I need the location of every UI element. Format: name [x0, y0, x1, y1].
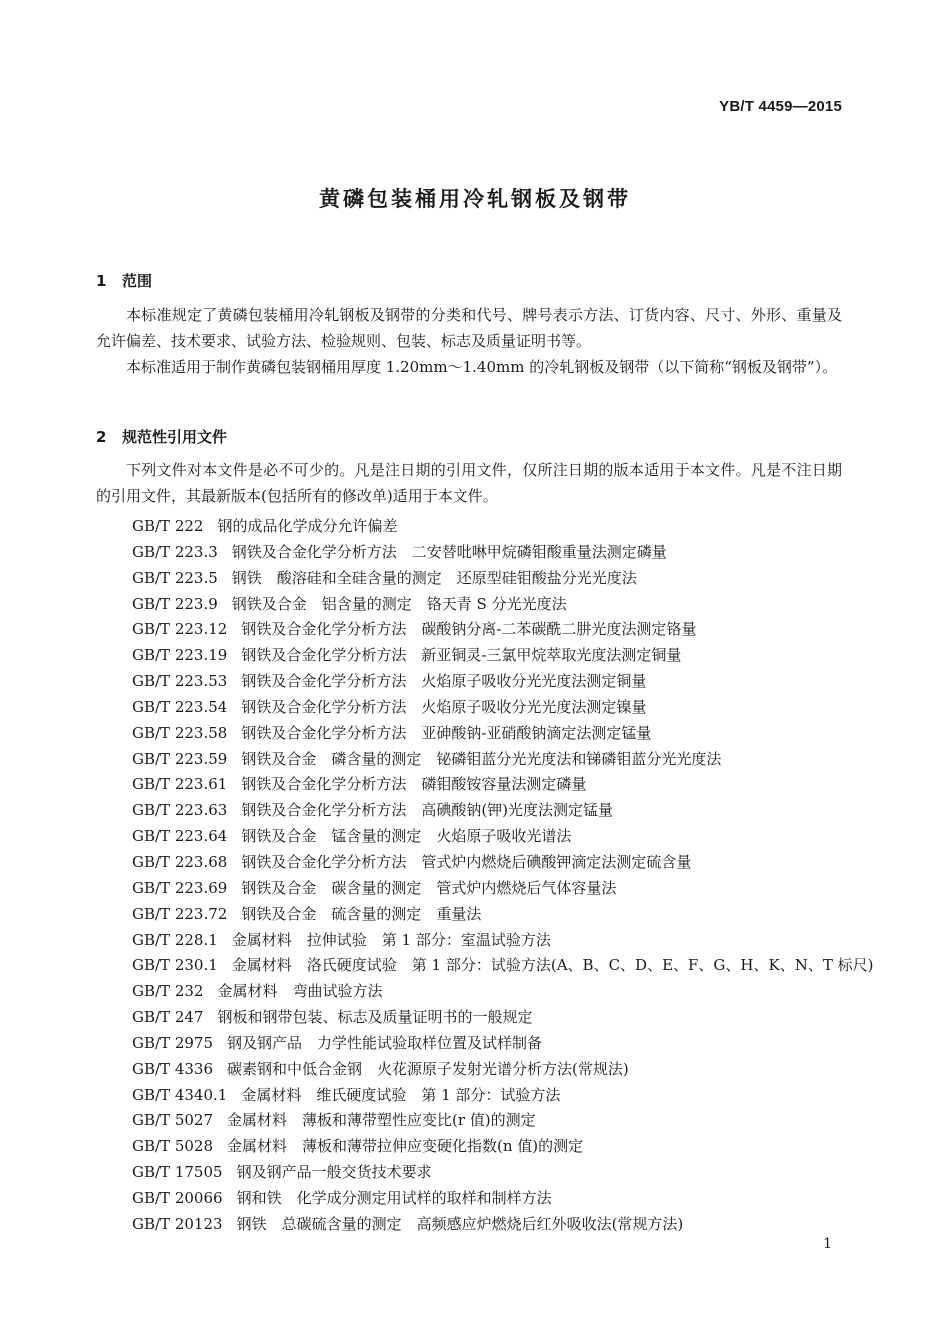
reference-code: GB/T 5028: [132, 1137, 214, 1156]
reference-code: GB/T 223.68: [132, 852, 228, 871]
reference-item: [132, 928, 873, 954]
reference-item: [132, 1108, 873, 1134]
reference-item: [132, 514, 873, 540]
reference-item: [132, 850, 873, 876]
reference-code: GB/T 20066: [132, 1188, 223, 1207]
reference-title: 金属材料 薄板和薄带拉伸应变硬化指数(n 值)的测定: [227, 1137, 584, 1156]
section-2-heading: [96, 426, 227, 447]
reference-item: [132, 617, 873, 643]
reference-code: GB/T 223.58: [132, 723, 228, 742]
reference-code: GB/T 223.5: [132, 568, 218, 587]
reference-item: [132, 1134, 873, 1160]
reference-code: GB/T 247: [132, 1008, 204, 1027]
reference-item: [132, 1031, 873, 1057]
reference-item: [132, 1005, 873, 1031]
reference-title: 钢及钢产品 力学性能试验取样位置及试样制备: [227, 1033, 543, 1052]
reference-code: GB/T 232: [132, 982, 204, 1001]
reference-item: [132, 566, 873, 592]
reference-item: [132, 643, 873, 669]
reference-item: [132, 747, 873, 773]
reference-title: 金属材料 维氏硬度试验 第 1 部分：试验方法: [241, 1085, 561, 1104]
reference-title: 钢铁及合金 碳含量的测定 管式炉内燃烧后气体容量法: [241, 878, 617, 897]
reference-title: 钢铁及合金化学分析方法 火焰原子吸收分光光度法测定镍量: [241, 697, 647, 716]
reference-title: 金属材料 拉伸试验 第 1 部分：室温试验方法: [231, 930, 551, 949]
reference-code: GB/T 5027: [132, 1111, 214, 1130]
reference-title: 钢铁及合金 锰含量的测定 火焰原子吸收光谱法: [241, 827, 572, 846]
reference-item: [132, 798, 873, 824]
reference-code: GB/T 223.69: [132, 878, 228, 897]
reference-item: [132, 1186, 873, 1212]
section-title: 规范性引用文件: [122, 428, 228, 446]
reference-item: [132, 721, 873, 747]
reference-code: GB/T 223.19: [132, 646, 228, 665]
page-number: 1: [823, 1236, 832, 1252]
reference-title: 钢铁及合金化学分析方法 碳酸钠分离-二苯碳酰二肼光度法测定铬量: [241, 620, 697, 639]
reference-item: [132, 979, 873, 1005]
reference-title: 钢铁及合金化学分析方法 高碘酸钠(钾)光度法测定锰量: [241, 801, 614, 820]
reference-title: 钢铁及合金化学分析方法 火焰原子吸收分光光度法测定铜量: [241, 672, 647, 691]
reference-list: [132, 514, 873, 1238]
reference-title: 钢铁及合金 硫含量的测定 重量法: [241, 904, 482, 923]
reference-title: 钢及钢产品一般交货技术要求: [236, 1163, 432, 1182]
reference-title: 钢铁及合金化学分析方法 二安替吡啉甲烷磷钼酸重量法测定磷量: [231, 542, 667, 561]
reference-title: 钢铁及合金 磷含量的测定 铋磷钼蓝分光光度法和锑磷钼蓝分光光度法: [241, 749, 722, 768]
reference-item: [132, 772, 873, 798]
reference-title: 钢铁 总碳硫含量的测定 高频感应炉燃烧后红外吸收法(常规方法): [236, 1214, 684, 1233]
reference-code: GB/T 17505: [132, 1163, 223, 1182]
reference-item: [132, 1083, 873, 1109]
section-number: 2: [96, 428, 107, 446]
reference-title: 钢铁 酸溶硅和全硅含量的测定 还原型硅钼酸盐分光光度法: [231, 568, 637, 587]
reference-item: [132, 953, 873, 979]
reference-item: [132, 824, 873, 850]
section-2-paragraph-1: 下列文件对本文件是必不可少的。凡是注日期的引用文件，仅所注日期的版本适用于本文件。凡是不注日期的引用文件，其最新版本(包括所有的修改单)适用于本文件。: [96, 461, 842, 505]
section-1-paragraph-1: 本标准规定了黄磷包装桶用冷轧钢板及钢带的分类和代号、牌号表示方法、订货内容、尺寸、外形、重量及允许偏差、技术要求、试验方法、检验规则、包装、标志及质量证明书等。: [96, 306, 842, 350]
reference-title: 钢板和钢带包装、标志及质量证明书的一般规定: [217, 1008, 533, 1027]
reference-code: GB/T 228.1: [132, 930, 218, 949]
reference-code: GB/T 223.59: [132, 749, 228, 768]
reference-title: 钢铁及合金化学分析方法 磷钼酸铵容量法测定磷量: [241, 775, 587, 794]
reference-title: 金属材料 弯曲试验方法: [217, 982, 383, 1001]
reference-title: 金属材料 洛氏硬度试验 第 1 部分：试验方法(A、B、C、D、E、F、G、H、K、N、T 标尺): [231, 956, 874, 975]
reference-code: GB/T 2975: [132, 1033, 214, 1052]
reference-item: [132, 592, 873, 618]
reference-title: 钢和铁 化学成分测定用试样的取样和制样方法: [236, 1188, 552, 1207]
reference-title: 钢铁及合金化学分析方法 亚砷酸钠-亚硝酸钠滴定法测定锰量: [241, 723, 652, 742]
reference-code: GB/T 223.12: [132, 620, 228, 639]
reference-code: GB/T 223.64: [132, 827, 228, 846]
reference-code: GB/T 223.54: [132, 697, 228, 716]
reference-title: 钢铁及合金化学分析方法 管式炉内燃烧后碘酸钾滴定法测定硫含量: [241, 852, 692, 871]
section-number: 1: [96, 272, 107, 290]
reference-title: 金属材料 薄板和薄带塑性应变比(r 值)的测定: [227, 1111, 536, 1130]
reference-code: GB/T 4340.1: [132, 1085, 228, 1104]
reference-code: GB/T 223.9: [132, 594, 218, 613]
reference-code: GB/T 223.3: [132, 542, 218, 561]
reference-item: [132, 669, 873, 695]
reference-code: GB/T 223.61: [132, 775, 228, 794]
standard-code: YB/T 4459—2015: [719, 98, 842, 115]
reference-item: [132, 695, 873, 721]
reference-title: 钢铁及合金 铝含量的测定 铬天青 S 分光光度法: [231, 594, 567, 613]
reference-title: 钢铁及合金化学分析方法 新亚铜灵-三氯甲烷萃取光度法测定铜量: [241, 646, 682, 665]
reference-code: GB/T 223.63: [132, 801, 228, 820]
reference-code: GB/T 222: [132, 517, 204, 535]
reference-code: GB/T 230.1: [132, 956, 218, 975]
reference-code: GB/T 4336: [132, 1059, 214, 1078]
reference-item: [132, 876, 873, 902]
reference-item: [132, 1057, 873, 1083]
reference-title: 钢的成品化学成分允许偏差: [217, 517, 398, 535]
section-1-heading: [96, 270, 152, 291]
reference-code: GB/T 20123: [132, 1214, 223, 1233]
reference-title: 碳素钢和中低合金钢 火花源原子发射光谱分析方法(常规法): [227, 1059, 629, 1078]
section-1-paragraph-2: 本标准适用于制作黄磷包装钢桶用厚度 1.20mm～1.40mm 的冷轧钢板及钢带（以下简称“钢板及钢带”）。: [126, 358, 838, 376]
section-title: 范围: [122, 272, 153, 290]
reference-item: [132, 540, 873, 566]
reference-code: GB/T 223.53: [132, 672, 228, 691]
reference-code: GB/T 223.72: [132, 904, 228, 923]
reference-item: [132, 1160, 873, 1186]
document-title: 黄磷包装桶用冷轧钢板及钢带: [319, 187, 631, 211]
reference-item: [132, 1212, 873, 1238]
reference-item: [132, 902, 873, 928]
